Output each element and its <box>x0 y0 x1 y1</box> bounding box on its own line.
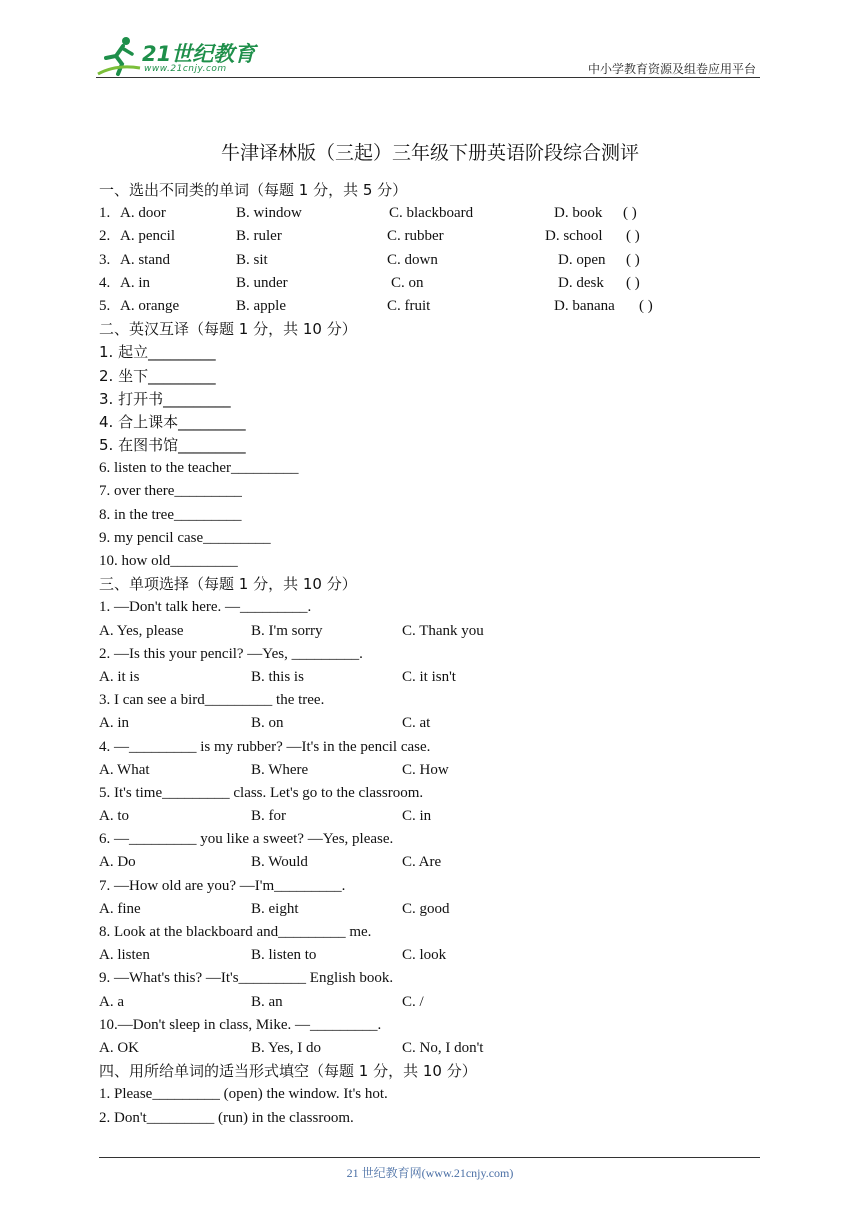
answer-blank[interactable]: ( ) <box>626 274 640 291</box>
translation-item: 1. 起立_________ <box>99 343 216 362</box>
options-row <box>99 620 739 643</box>
translation-item: 2. 坐下_________ <box>99 366 216 385</box>
translation-item: 5. 在图书馆_________ <box>99 436 246 455</box>
option-b: B. under <box>236 274 288 291</box>
section-3-heading: 三、单项选择（每题 1 分，共 10 分） <box>99 575 357 594</box>
translation-item: 6. listen to the teacher_________ <box>99 460 299 477</box>
option-d: D. school <box>545 228 603 245</box>
header-divider <box>96 77 760 78</box>
options-row <box>99 851 739 874</box>
options-row <box>99 666 739 689</box>
option-a: A. a <box>99 993 124 1010</box>
option-d: D. open <box>558 251 606 268</box>
question-row <box>99 202 739 225</box>
page-title: 牛津译林版（三起）三年级下册英语阶段综合测评 <box>220 142 639 164</box>
option-b: B. I'm sorry <box>251 622 323 639</box>
option-b: B. eight <box>251 900 299 917</box>
option-a: A. pencil <box>120 228 175 245</box>
translation-item: 7. over there_________ <box>99 483 242 500</box>
option-c: C. good <box>402 900 450 917</box>
option-b: B. for <box>251 808 286 825</box>
option-c: C. blackboard <box>389 205 474 222</box>
question-stem: 1. —Don't talk here. —_________. <box>99 599 312 616</box>
section-1-heading: 一、选出不同类的单词（每题 1 分，共 5 分） <box>99 181 408 199</box>
option-a: A. stand <box>120 251 170 268</box>
option-a: A. What <box>99 761 150 778</box>
option-b: B. listen to <box>251 947 317 964</box>
option-c: C. at <box>402 715 431 732</box>
translation-item: 3. 打开书_________ <box>99 389 231 408</box>
option-c: C. / <box>402 993 424 1010</box>
translation-item: 4. 合上课本_________ <box>99 412 246 431</box>
option-a: A. OK <box>99 1039 139 1056</box>
option-b: B. on <box>251 715 284 732</box>
section-3-list <box>99 596 739 1060</box>
answer-blank[interactable]: ( ) <box>623 205 637 222</box>
option-c: C. Thank you <box>402 622 484 639</box>
option-c: C. down <box>387 251 438 268</box>
option-b: B. window <box>236 205 302 222</box>
options-row <box>99 759 739 782</box>
option-d: D. banana <box>554 297 615 314</box>
option-a: A. in <box>120 274 150 291</box>
option-a: A. fine <box>99 900 141 917</box>
option-a: A. door <box>120 205 166 222</box>
question-number: 5. <box>99 297 111 314</box>
option-a: A. listen <box>99 947 150 964</box>
question-stem: 6. —_________ you like a sweet? —Yes, please. <box>99 831 394 848</box>
question-stem: 8. Look at the blackboard and_________ me. <box>99 924 372 940</box>
section-1-list <box>99 202 739 318</box>
runner-icon <box>96 34 142 78</box>
exam-body <box>99 179 739 1130</box>
options-row <box>99 712 739 735</box>
option-d: D. book <box>554 205 603 222</box>
option-b: B. Where <box>251 761 309 778</box>
option-c: C. fruit <box>387 297 431 314</box>
footer-link[interactable]: 21 世纪教育网(www.21cnjy.com) <box>346 1166 514 1180</box>
question-stem: 7. —How old are you? —I'm_________. <box>99 877 346 894</box>
site-logo[interactable] <box>96 34 286 78</box>
option-b: B. an <box>251 993 283 1010</box>
header-tagline: 中小学教育资源及组卷应用平台 <box>587 62 756 76</box>
question-row <box>99 295 739 318</box>
translation-item: 8. in the tree_________ <box>99 506 242 523</box>
translation-item: 10. how old_________ <box>99 553 238 569</box>
option-c: C. No, I don't <box>402 1039 484 1056</box>
option-c: C. it isn't <box>402 668 456 685</box>
option-d: D. desk <box>558 274 604 291</box>
question-stem: 10.—Don't sleep in class, Mike. —_________. <box>99 1016 382 1033</box>
options-row <box>99 898 739 921</box>
option-a: A. Yes, please <box>99 622 184 639</box>
question-row <box>99 225 739 248</box>
option-c: C. on <box>391 274 424 291</box>
section-2-list <box>99 341 739 573</box>
answer-blank[interactable]: ( ) <box>639 297 653 314</box>
option-a: A. it is <box>99 668 140 685</box>
translation-item: 9. my pencil case_________ <box>99 529 271 546</box>
option-b: B. sit <box>236 251 268 268</box>
options-row <box>99 1037 739 1060</box>
option-c: C. look <box>402 947 447 964</box>
question-stem: 5. It's time_________ class. Let's go to the classroom. <box>99 784 424 801</box>
section-4-heading: 四、用所给单词的适当形式填空（每题 1 分，共 10 分） <box>99 1062 477 1081</box>
option-a: A. orange <box>120 297 180 314</box>
option-b: B. Yes, I do <box>251 1039 322 1056</box>
option-b: B. apple <box>236 297 286 314</box>
question-number: 4. <box>99 274 111 291</box>
question-number: 1. <box>99 205 111 222</box>
option-b: B. Would <box>251 854 308 871</box>
section-4-list <box>99 1083 739 1129</box>
option-a: A. to <box>99 808 129 825</box>
option-c: C. in <box>402 808 432 825</box>
question-stem: 4. —_________ is my rubber? —It's in the pencil case. <box>99 738 431 755</box>
fill-blank-item: 2. Don't_________ (run) in the classroom. <box>99 1109 354 1126</box>
question-row <box>99 272 739 295</box>
option-a: A. in <box>99 715 129 732</box>
options-row <box>99 805 739 828</box>
option-a: A. Do <box>99 854 136 871</box>
question-stem: 3. I can see a bird_________ the tree. <box>99 692 325 709</box>
option-c: C. Are <box>402 854 442 871</box>
options-row <box>99 944 739 967</box>
logo-text: 21世纪教育 <box>142 42 256 66</box>
section-2-heading: 二、英汉互译（每题 1 分，共 10 分） <box>99 320 357 339</box>
question-stem: 9. —What's this? —It's_________ English book. <box>99 970 394 987</box>
page-header <box>96 34 760 80</box>
footer-divider <box>99 1157 760 1158</box>
question-row <box>99 249 739 272</box>
logo-url: www.21cnjy.com <box>144 64 227 74</box>
option-b: B. this is <box>251 668 304 685</box>
question-number: 2. <box>99 228 111 245</box>
question-number: 3. <box>99 251 111 268</box>
option-c: C. rubber <box>387 228 444 245</box>
question-stem: 2. —Is this your pencil? —Yes, _________. <box>99 645 363 662</box>
option-b: B. ruler <box>236 228 282 245</box>
options-row <box>99 991 739 1014</box>
answer-blank[interactable]: ( ) <box>626 251 640 268</box>
answer-blank[interactable]: ( ) <box>626 228 640 245</box>
option-c: C. How <box>402 761 449 778</box>
fill-blank-item: 1. Please_________ (open) the window. It's hot. <box>99 1086 388 1103</box>
